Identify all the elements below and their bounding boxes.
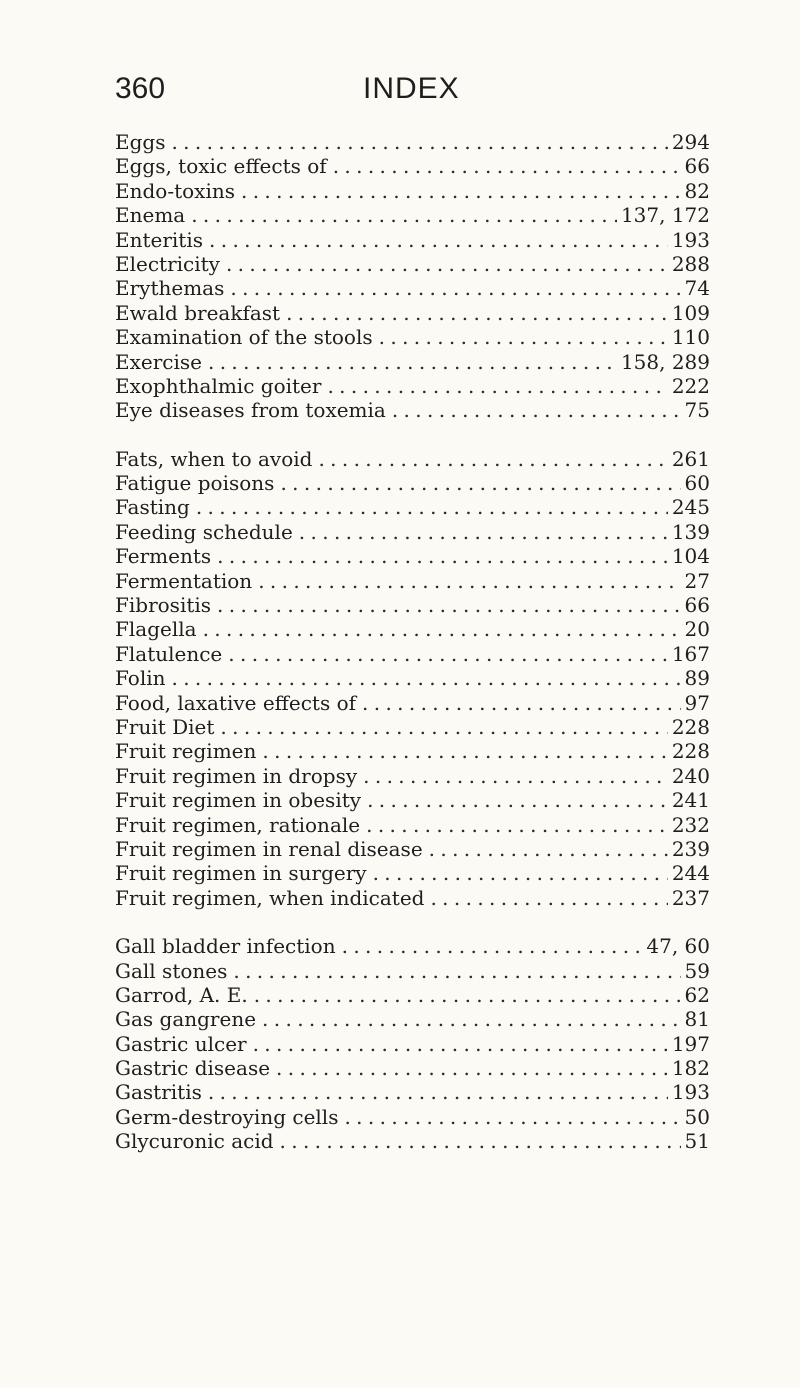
index-entry [115, 764, 710, 788]
index-page-numbers: 288 [671, 251, 710, 276]
index-entry [115, 544, 710, 568]
index-page-numbers: 139 [671, 519, 710, 544]
index-page-numbers: 62 [684, 982, 710, 1007]
index-entry [115, 1080, 710, 1104]
dot-leader [172, 666, 681, 690]
index-page-numbers: 241 [671, 788, 710, 813]
index-page-numbers: 222 [671, 373, 710, 398]
index-term: Fruit regimen in dropsy [115, 763, 358, 788]
index-page-numbers: 20 [684, 617, 710, 642]
index-page-numbers: 228 [671, 714, 710, 739]
index-page-numbers: 27 [684, 568, 710, 593]
index-term: Garrod, A. E. [115, 982, 248, 1007]
dot-leader [241, 179, 681, 203]
index-term: Examination of the stools [115, 325, 373, 350]
index-page-numbers: 66 [684, 154, 710, 179]
index-entry [115, 203, 710, 227]
index-page-numbers: 97 [684, 690, 710, 715]
index-entry [115, 325, 710, 349]
index-page-numbers: 66 [684, 593, 710, 618]
index-page-numbers: 261 [671, 446, 710, 471]
dot-leader [327, 374, 667, 398]
index-page-numbers: 74 [684, 276, 710, 301]
index-term: Ferments [115, 544, 212, 569]
index-term: Exercise [115, 349, 202, 374]
index-entry [115, 642, 710, 666]
dot-leader [366, 813, 668, 837]
index-entry [115, 886, 710, 910]
index-entry [115, 179, 710, 203]
index-page-numbers: 51 [684, 1129, 710, 1154]
index-term: Fruit regimen in renal disease [115, 836, 423, 861]
index-term: Eggs, toxic effects of [115, 154, 327, 179]
index-term: Gall bladder infection [115, 934, 336, 959]
index-term: Fibrositis [115, 593, 212, 618]
dot-leader [254, 983, 681, 1007]
dot-leader [203, 617, 681, 641]
dot-leader [220, 715, 667, 739]
dot-leader [429, 837, 668, 861]
index-entry [115, 983, 710, 1007]
dot-leader [363, 764, 668, 788]
index-term: Germ-destroying cells [115, 1104, 339, 1129]
dot-leader [318, 447, 667, 471]
index-entry [115, 1032, 710, 1056]
dot-leader [299, 520, 668, 544]
dot-leader [253, 1032, 668, 1056]
index-entry [115, 1056, 710, 1080]
index-entry [115, 861, 710, 885]
index-entry [115, 739, 710, 763]
index-page-numbers: 193 [671, 227, 710, 252]
dot-leader [230, 276, 680, 300]
index-term: Fasting [115, 495, 190, 520]
index-entry [115, 691, 710, 715]
index-term: Electricity [115, 251, 220, 276]
index-page-numbers: 59 [684, 958, 710, 983]
dot-leader [280, 1129, 681, 1153]
index-term: Gastritis [115, 1080, 202, 1105]
index-page-numbers: 237 [671, 885, 710, 910]
page-header [0, 72, 800, 112]
index-list [115, 130, 710, 1154]
index-term: Glycuronic acid [115, 1129, 274, 1154]
index-entry [115, 252, 710, 276]
index-term: Fats, when to avoid [115, 446, 313, 471]
index-term: Feeding schedule [115, 519, 293, 544]
index-page-numbers: 245 [671, 495, 710, 520]
index-page-numbers: 167 [671, 641, 710, 666]
index-term: Fruit regimen, when indicated [115, 885, 425, 910]
dot-leader [228, 642, 668, 666]
index-section-g [115, 934, 710, 1154]
dot-leader [367, 788, 668, 812]
index-entry [115, 276, 710, 300]
dot-leader [208, 350, 617, 374]
dot-leader [258, 569, 680, 593]
page-number: 360 [115, 72, 166, 105]
index-entry [115, 130, 710, 154]
dot-leader [373, 861, 668, 885]
index-term: Eye diseases from toxemia [115, 398, 386, 423]
index-page-numbers: 232 [671, 812, 710, 837]
dot-leader [392, 398, 681, 422]
index-entry [115, 471, 710, 495]
index-page-numbers: 60 [684, 471, 710, 496]
dot-leader [262, 739, 667, 763]
index-page-numbers: 110 [671, 325, 710, 350]
index-entry [115, 959, 710, 983]
index-entry [115, 1007, 710, 1031]
index-page-numbers: 75 [684, 398, 710, 423]
index-term: Fruit regimen in obesity [115, 788, 362, 813]
index-entry [115, 934, 710, 958]
dot-leader [209, 228, 668, 252]
dot-leader [280, 471, 680, 495]
index-entry [115, 374, 710, 398]
index-term: Food, laxative effects of [115, 690, 357, 715]
dot-leader [226, 252, 668, 276]
index-page-numbers: 89 [684, 666, 710, 691]
dot-leader [430, 886, 667, 910]
index-term: Gall stones [115, 958, 228, 983]
index-term: Folin [115, 666, 166, 691]
index-term: Fruit regimen in surgery [115, 861, 367, 886]
index-term: Eggs [115, 130, 166, 154]
index-entry [115, 837, 710, 861]
index-term: Gastric disease [115, 1056, 271, 1081]
index-entry [115, 447, 710, 471]
index-term: Erythemas [115, 276, 225, 301]
index-entry [115, 666, 710, 690]
index-page-numbers: 50 [684, 1104, 710, 1129]
index-term: Exophthalmic goiter [115, 373, 322, 398]
index-page-numbers: 244 [671, 861, 710, 886]
index-entry [115, 520, 710, 544]
dot-leader [344, 1105, 680, 1129]
index-term: Fruit regimen, rationale [115, 812, 361, 837]
index-page-numbers: 104 [671, 544, 710, 569]
dot-leader [262, 1007, 681, 1031]
index-entry [115, 495, 710, 519]
index-section-f [115, 447, 710, 910]
index-entry [115, 398, 710, 422]
index-term: Fatigue poisons [115, 471, 275, 496]
dot-leader [333, 154, 681, 178]
index-term: Flatulence [115, 641, 223, 666]
index-entry [115, 813, 710, 837]
index-entry [115, 617, 710, 641]
dot-leader [191, 203, 617, 227]
index-page-numbers: 228 [671, 739, 710, 764]
dot-leader [379, 325, 668, 349]
index-term: Gas gangrene [115, 1007, 257, 1032]
dot-leader [362, 691, 681, 715]
index-page-numbers: 294 [671, 130, 710, 154]
index-entry [115, 715, 710, 739]
index-term: Ewald breakfast [115, 300, 281, 325]
dot-leader [217, 593, 681, 617]
index-page-numbers: 109 [671, 300, 710, 325]
dot-leader [171, 130, 667, 154]
index-term: Fermentation [115, 568, 253, 593]
index-entry [115, 593, 710, 617]
dot-leader [342, 934, 643, 958]
index-term: Endo-toxins [115, 178, 235, 203]
index-entry [115, 228, 710, 252]
index-term: Flagella [115, 617, 197, 642]
index-entry [115, 1129, 710, 1153]
index-entry [115, 788, 710, 812]
index-page-numbers: 137, 172 [620, 203, 710, 228]
index-page-numbers: 240 [671, 763, 710, 788]
dot-leader [276, 1056, 668, 1080]
dot-leader [196, 495, 668, 519]
index-entry [115, 154, 710, 178]
index-term: Enteritis [115, 227, 204, 252]
index-term: Gastric ulcer [115, 1031, 247, 1056]
index-page-numbers: 193 [671, 1080, 710, 1105]
page-title: INDEX [363, 72, 460, 105]
index-section-e [115, 130, 710, 423]
index-page-numbers: 82 [684, 178, 710, 203]
dot-leader [208, 1080, 668, 1104]
index-page-numbers: 197 [671, 1031, 710, 1056]
index-entry [115, 350, 710, 374]
index-page-numbers: 81 [684, 1007, 710, 1032]
index-entry [115, 569, 710, 593]
index-entry [115, 1105, 710, 1129]
index-term: Fruit regimen [115, 739, 257, 764]
index-page-numbers: 239 [671, 836, 710, 861]
index-term: Fruit Diet [115, 714, 215, 739]
dot-leader [217, 544, 668, 568]
dot-leader [286, 301, 668, 325]
dot-leader [233, 959, 680, 983]
index-page-numbers: 47, 60 [646, 934, 710, 959]
index-entry [115, 301, 710, 325]
index-page-numbers: 182 [671, 1056, 710, 1081]
index-term: Enema [115, 203, 186, 228]
index-page-numbers: 158, 289 [620, 349, 710, 374]
